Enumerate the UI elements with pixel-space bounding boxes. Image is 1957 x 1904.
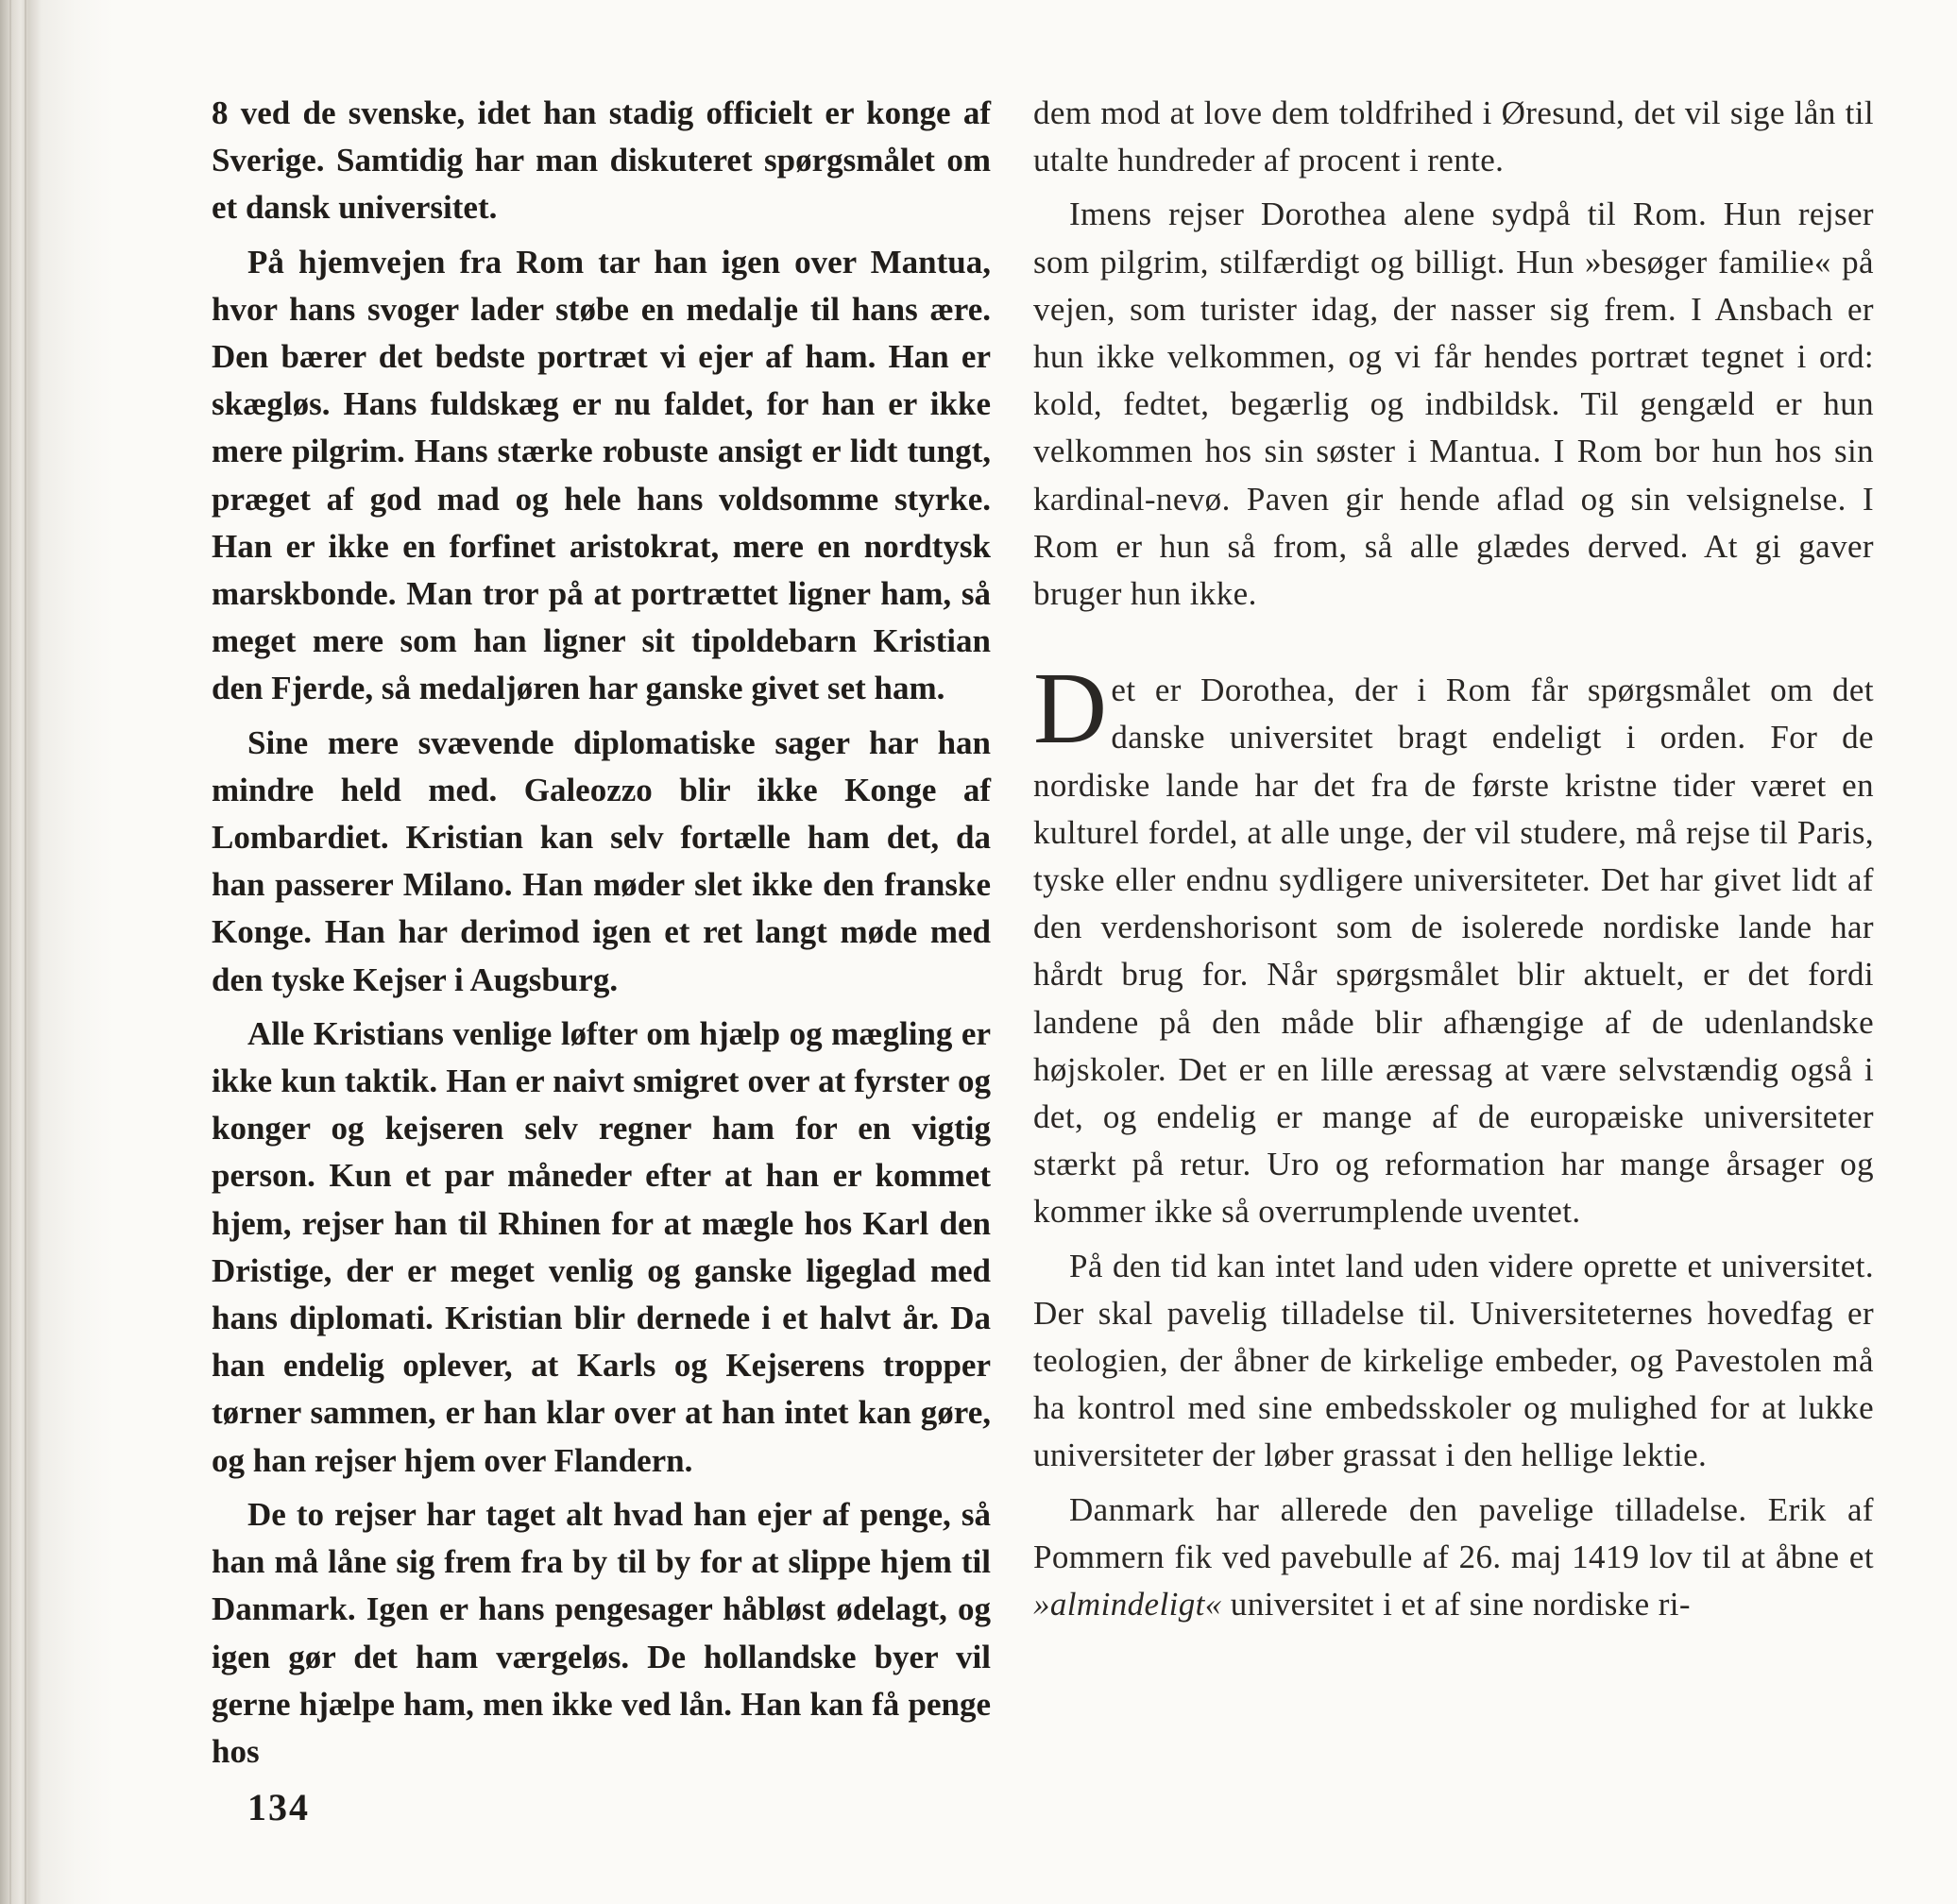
paragraph: På hjemvejen fra Rom tar han igen over Mantua, hvor hans svoger lader støbe en medalje til hans ære. Den bærer det bedste portræt vi ejer af ham. Han er skægløs. Hans fuldskæg er nu faldet, for han er ikke mere pilgrim. Hans stærke robuste ansigt er lidt tungt, præget af god mad og hele hans voldsomme styrke. Han er ikke en forfinet aristokrat, mere en nordtysk marskbonde. Man tror på at portrættet ligner ham, så meget mere som han ligner sit tipoldebarn Kristian den Fjerde, så medaljøren har ganske givet set ham. [212,243,991,707]
italic-term: »almindeligt« [1033,1586,1222,1624]
section-paragraph [1033,653,1874,1235]
paragraph-text: et er Dorothea, der i Rom får spørgsmålet om det danske universitet bragt endeligt i orden. For de nordiske lande har det fra de første kristne tider været en kulturel fordel, at alle unge, der vil studere, må rejse til Paris, tyske eller endnu sydligere universiteter. Det har givet lidt af den verdenshorisont som de isolerede nordiske lande har hårdt brug for. Når spørgsmålet blir aktuelt, er det fordi landene på den måde blir afhængige af de udenlandske højskoler. Det er en lille æressag at være selvstændig også i det, og endelig er mange af de europæiske universiteter stærkt på retur. Uro og reformation har mange årsager og kommer ikke så overrumplende uventet. [1033,672,1874,1231]
paragraph: På den tid kan intet land uden videre oprette et universitet. Der skal pavelig tilladelse til. Universiteternes hovedfag er teologien, der åbner de kirkelige embeder, og Pavestolen må ha kontrol med sine embedsskoler og mulighed for at lukke universiteter der løber grassat i den hellige lektie. [1033,1247,1874,1474]
page-edge-line [25,0,26,1904]
paragraph-text: Danmark har allerede den pavelige tilladelse. Erik af Pommern fik ved pavebulle af 26. maj 1419 lov til at åbne et [1033,1490,1874,1575]
paragraph: Imens rejser Dorothea alene sydpå til Rom. Hun rejser som pilgrim, stilfærdigt og billigt. Hun »besøger familie« på vejen, som turister idag, der nasser sig frem. I Ansbach er hun ikke velkommen, og vi får hendes portræt tegnet i ord: kold, fedtet, begærlig og indbildsk. Til gengæld er hun velkommen hos sin søster i Mantua. I Rom bor hun hos sin kardinal-nevø. Paven gir hende aflad og sin velsignelse. I Rom er hun så from, så alle glædes derved. At gi gaver bruger hun ikke. [1033,196,1874,613]
left-page-column [212,90,991,1782]
paragraph-text: universitet i et af sine nordiske ri- [1221,1586,1691,1624]
paragraph: De to rejser har taget alt hvad han ejer af penge, så han må låne sig frem fra by til by for at slippe hjem til Danmark. Igen er hans pengesager håbløst ødelagt, og igen gør det ham værgeløs. De hollandske byer vil gerne hjælpe ham, men ikke ved lån. Han kan få penge hos [212,1495,991,1770]
drop-cap: D [1033,653,1108,766]
book-gutter-shadow [0,0,113,1904]
paragraph: dem mod at love dem toldfrihed i Øresund, det vil sige lån til utalte hundreder af procent i rente. [1033,94,1874,179]
paragraph: 8 ved de svenske, idet han stadig officielt er konge af Sverige. Samtidig har man diskuteret spørgsmålet om et dansk universitet. [212,94,991,227]
page-edge-line [9,0,11,1904]
paragraph: Alle Kristians venlige løfter om hjælp og mægling er ikke kun taktik. Han er naivt smigret over at fyrster og konger og kejseren selv regner ham for en vigtig person. Kun et par måneder efter at han er kommet hjem, rejser han til Rhinen for at mægle hos Karl den Dristige, der er meget venlig og ganske ligeglad med hans diplomati. Kristian blir dernede i et halvt år. Da han endelig oplever, at Karls og Kejserens tropper tørner sammen, er han klar over at han intet kan gøre, og han rejser hjem over Flandern. [212,1014,991,1479]
paragraph: Sine mere svævende diplomatiske sager har han mindre held med. Galeozzo blir ikke Konge af Lombardiet. Kristian kan selv fortælle ham det, da han passerer Milano. Han møder slet ikke den franske Konge. Han har derimod igen et ret langt møde med den tyske Kejser i Augsburg. [212,723,991,998]
right-page-column [1033,90,1874,1635]
paragraph [1033,1487,1874,1629]
page-number: 134 [247,1786,310,1828]
